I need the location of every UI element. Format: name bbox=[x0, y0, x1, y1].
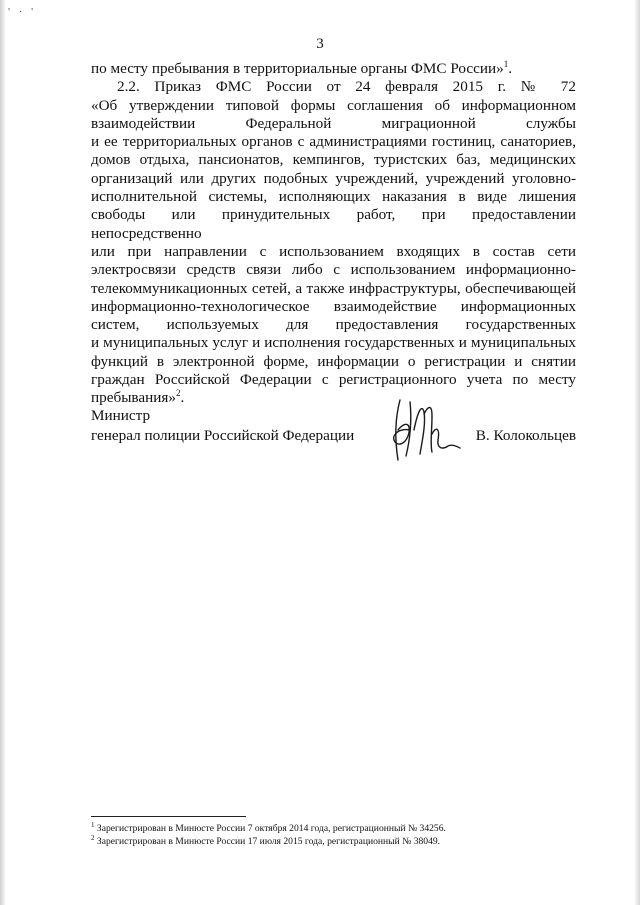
footnote-2: $^2$ Зарегистрирован в Минюсте России 17 июля 2015 года, регистрационный № 38049. bbox=[91, 833, 441, 847]
footnotes bbox=[91, 822, 591, 848]
text-line-10: или при направлении с использованием входящих в состав сети bbox=[91, 242, 576, 260]
footnote-1: $^1$ Зарегистрирован в Минюсте России 7 октября 2014 года, регистрационный № 34256. bbox=[91, 820, 446, 834]
footnote-ref-2: 2 bbox=[175, 388, 181, 399]
signature-block bbox=[91, 406, 576, 446]
text-line-12: телекоммуникационных сетей, а также инфраструктуры, обеспечивающей bbox=[91, 279, 576, 297]
text-line-5: и ее территориальных органов с администрациями гостиниц, санаториев, bbox=[91, 133, 576, 151]
text-line-7: организаций или других подобных учреждений, учреждений уголовно- bbox=[91, 169, 576, 187]
signatory-title-line2: генерал полиции Российской Федерации bbox=[91, 427, 355, 444]
text-line-16: функций в электронной форме, информации о регистрации и снятии bbox=[91, 352, 576, 370]
text-line-11: электросвязи средств связи либо с использованием информационно- bbox=[91, 261, 576, 279]
text-line-18: пребывания»$^2$. bbox=[91, 388, 185, 407]
handwritten-signature bbox=[386, 390, 466, 470]
signatory-name: В. Колокольцев bbox=[475, 427, 576, 444]
text-line-17: граждан Российской Федерации с регистрационного учета по месту bbox=[91, 371, 576, 389]
signatory-title-line1: Министр bbox=[91, 407, 151, 424]
text-line-2: 2.2. Приказ ФМС России от 24 февраля 2015 г. № 72 bbox=[117, 78, 576, 96]
text-line-1: по месту пребывания в территориальные органы ФМС России»$^1$. bbox=[91, 58, 513, 77]
text-line-3: «Об утверждении типовой формы соглашения об информационном bbox=[91, 96, 576, 114]
text-line-15: и муниципальных услуг и исполнения государственных и муниципальных bbox=[91, 334, 576, 352]
text-line-14: систем, используемых для предоставления государственных bbox=[91, 316, 576, 334]
footnote-ref-1: 1 bbox=[503, 58, 509, 69]
page-number: 3 bbox=[316, 36, 324, 52]
footnote-divider bbox=[91, 816, 246, 817]
text-line-8: исполнительной системы, исполняющих наказания в виде лишения bbox=[91, 188, 576, 206]
text-line-6: домов отдыха, пансионатов, кемпингов, туристских баз, медицинских bbox=[91, 151, 576, 169]
text-line-4: взаимодействии Федеральной миграционной службы bbox=[91, 114, 576, 132]
scan-specks: ' · ' bbox=[8, 6, 37, 18]
document-body bbox=[91, 60, 576, 408]
text-line-9: свободы или принудительных работ, при предоставлении непосредственно bbox=[91, 206, 576, 242]
scan-edge-left bbox=[0, 0, 6, 905]
text-line-13: информационно-технологическое взаимодействие информационных bbox=[91, 297, 576, 315]
scan-edge-right bbox=[634, 0, 640, 905]
